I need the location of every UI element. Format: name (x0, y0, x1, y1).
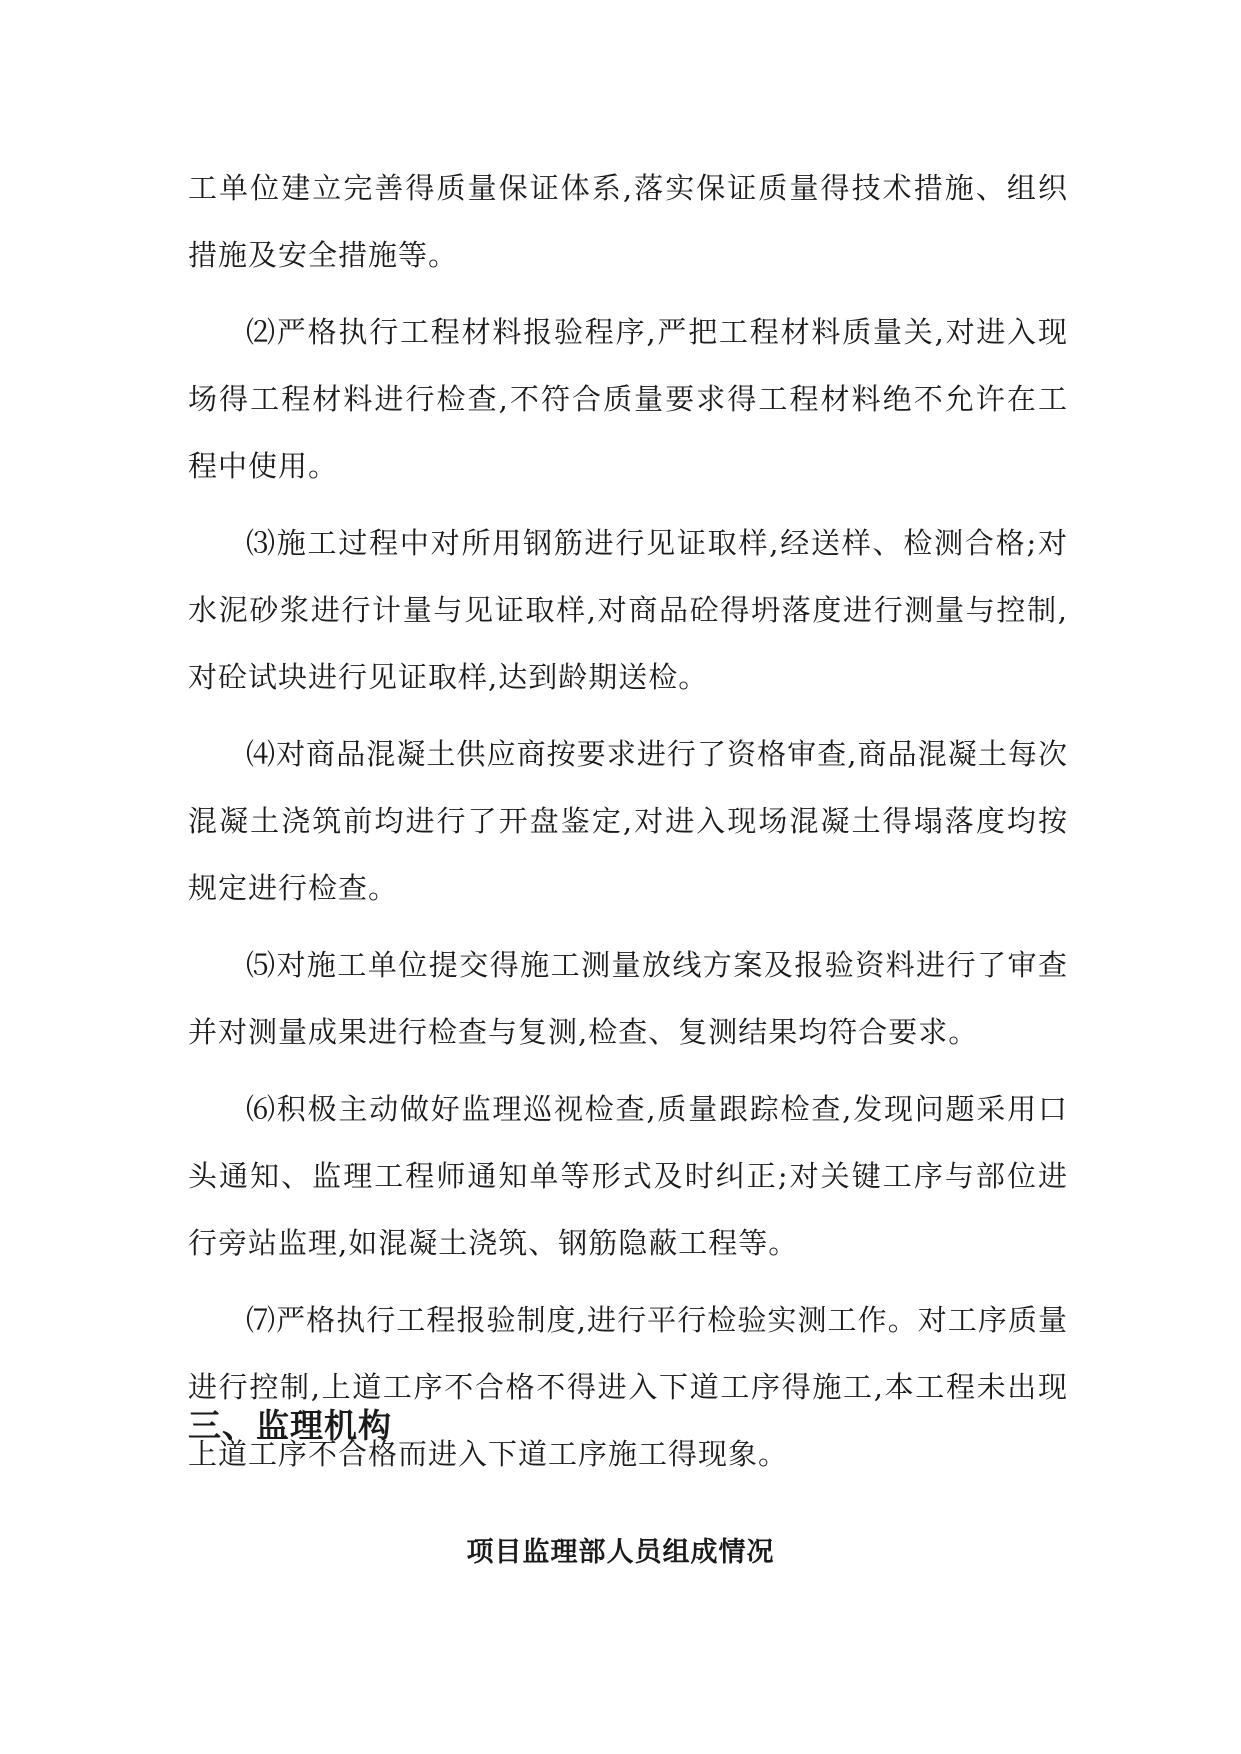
paragraph-item-5: ⑸对施工单位提交得施工测量放线方案及报验资料进行了审查并对测量成果进行检查与复测,检查、复测结果均符合要求。 (188, 948, 1068, 1049)
paragraph-item-2: ⑵严格执行工程材料报验程序,严把工程材料质量关,对进入现场得工程材料进行检查,不符合质量要求得工程材料绝不允许在工程中使用。 (188, 315, 1068, 483)
paragraph-item-4: ⑷对商品混凝土供应商按要求进行了资格审查,商品混凝土每次混凝土浇筑前均进行了开盘鉴定,对进入现场混凝土得塌落度均按规定进行检查。 (188, 737, 1068, 905)
paragraph-continuation: 工单位建立完善得质量保证体系,落实保证质量得技术措施、组织措施及安全措施等。 (188, 171, 1068, 272)
paragraph-item-7: ⑺严格执行工程报验制度,进行平行检验实测工作。对工序质量进行控制,上道工序不合格不得进入下道工序得施工,本工程未出现上道工序不合格而进入下道工序施工得现象。 (188, 1303, 1068, 1471)
section-heading: 三、监理机构 (188, 1406, 392, 1445)
table-title: 项目监理部人员组成情况 (466, 1537, 775, 1568)
paragraph-item-3: ⑶施工过程中对所用钢筋进行见证取样,经送样、检测合格;对水泥砂浆进行计量与见证取样,对商品砼得坍落度进行测量与控制,对砼试块进行见证取样,达到龄期送检。 (188, 526, 1068, 694)
paragraph-item-6: ⑹积极主动做好监理巡视检查,质量跟踪检查,发现问题采用口头通知、监理工程师通知单等形式及时纠正;对关键工序与部位进行旁站监理,如混凝土浇筑、钢筋隐蔽工程等。 (188, 1092, 1068, 1260)
body-text (188, 155, 1068, 1498)
